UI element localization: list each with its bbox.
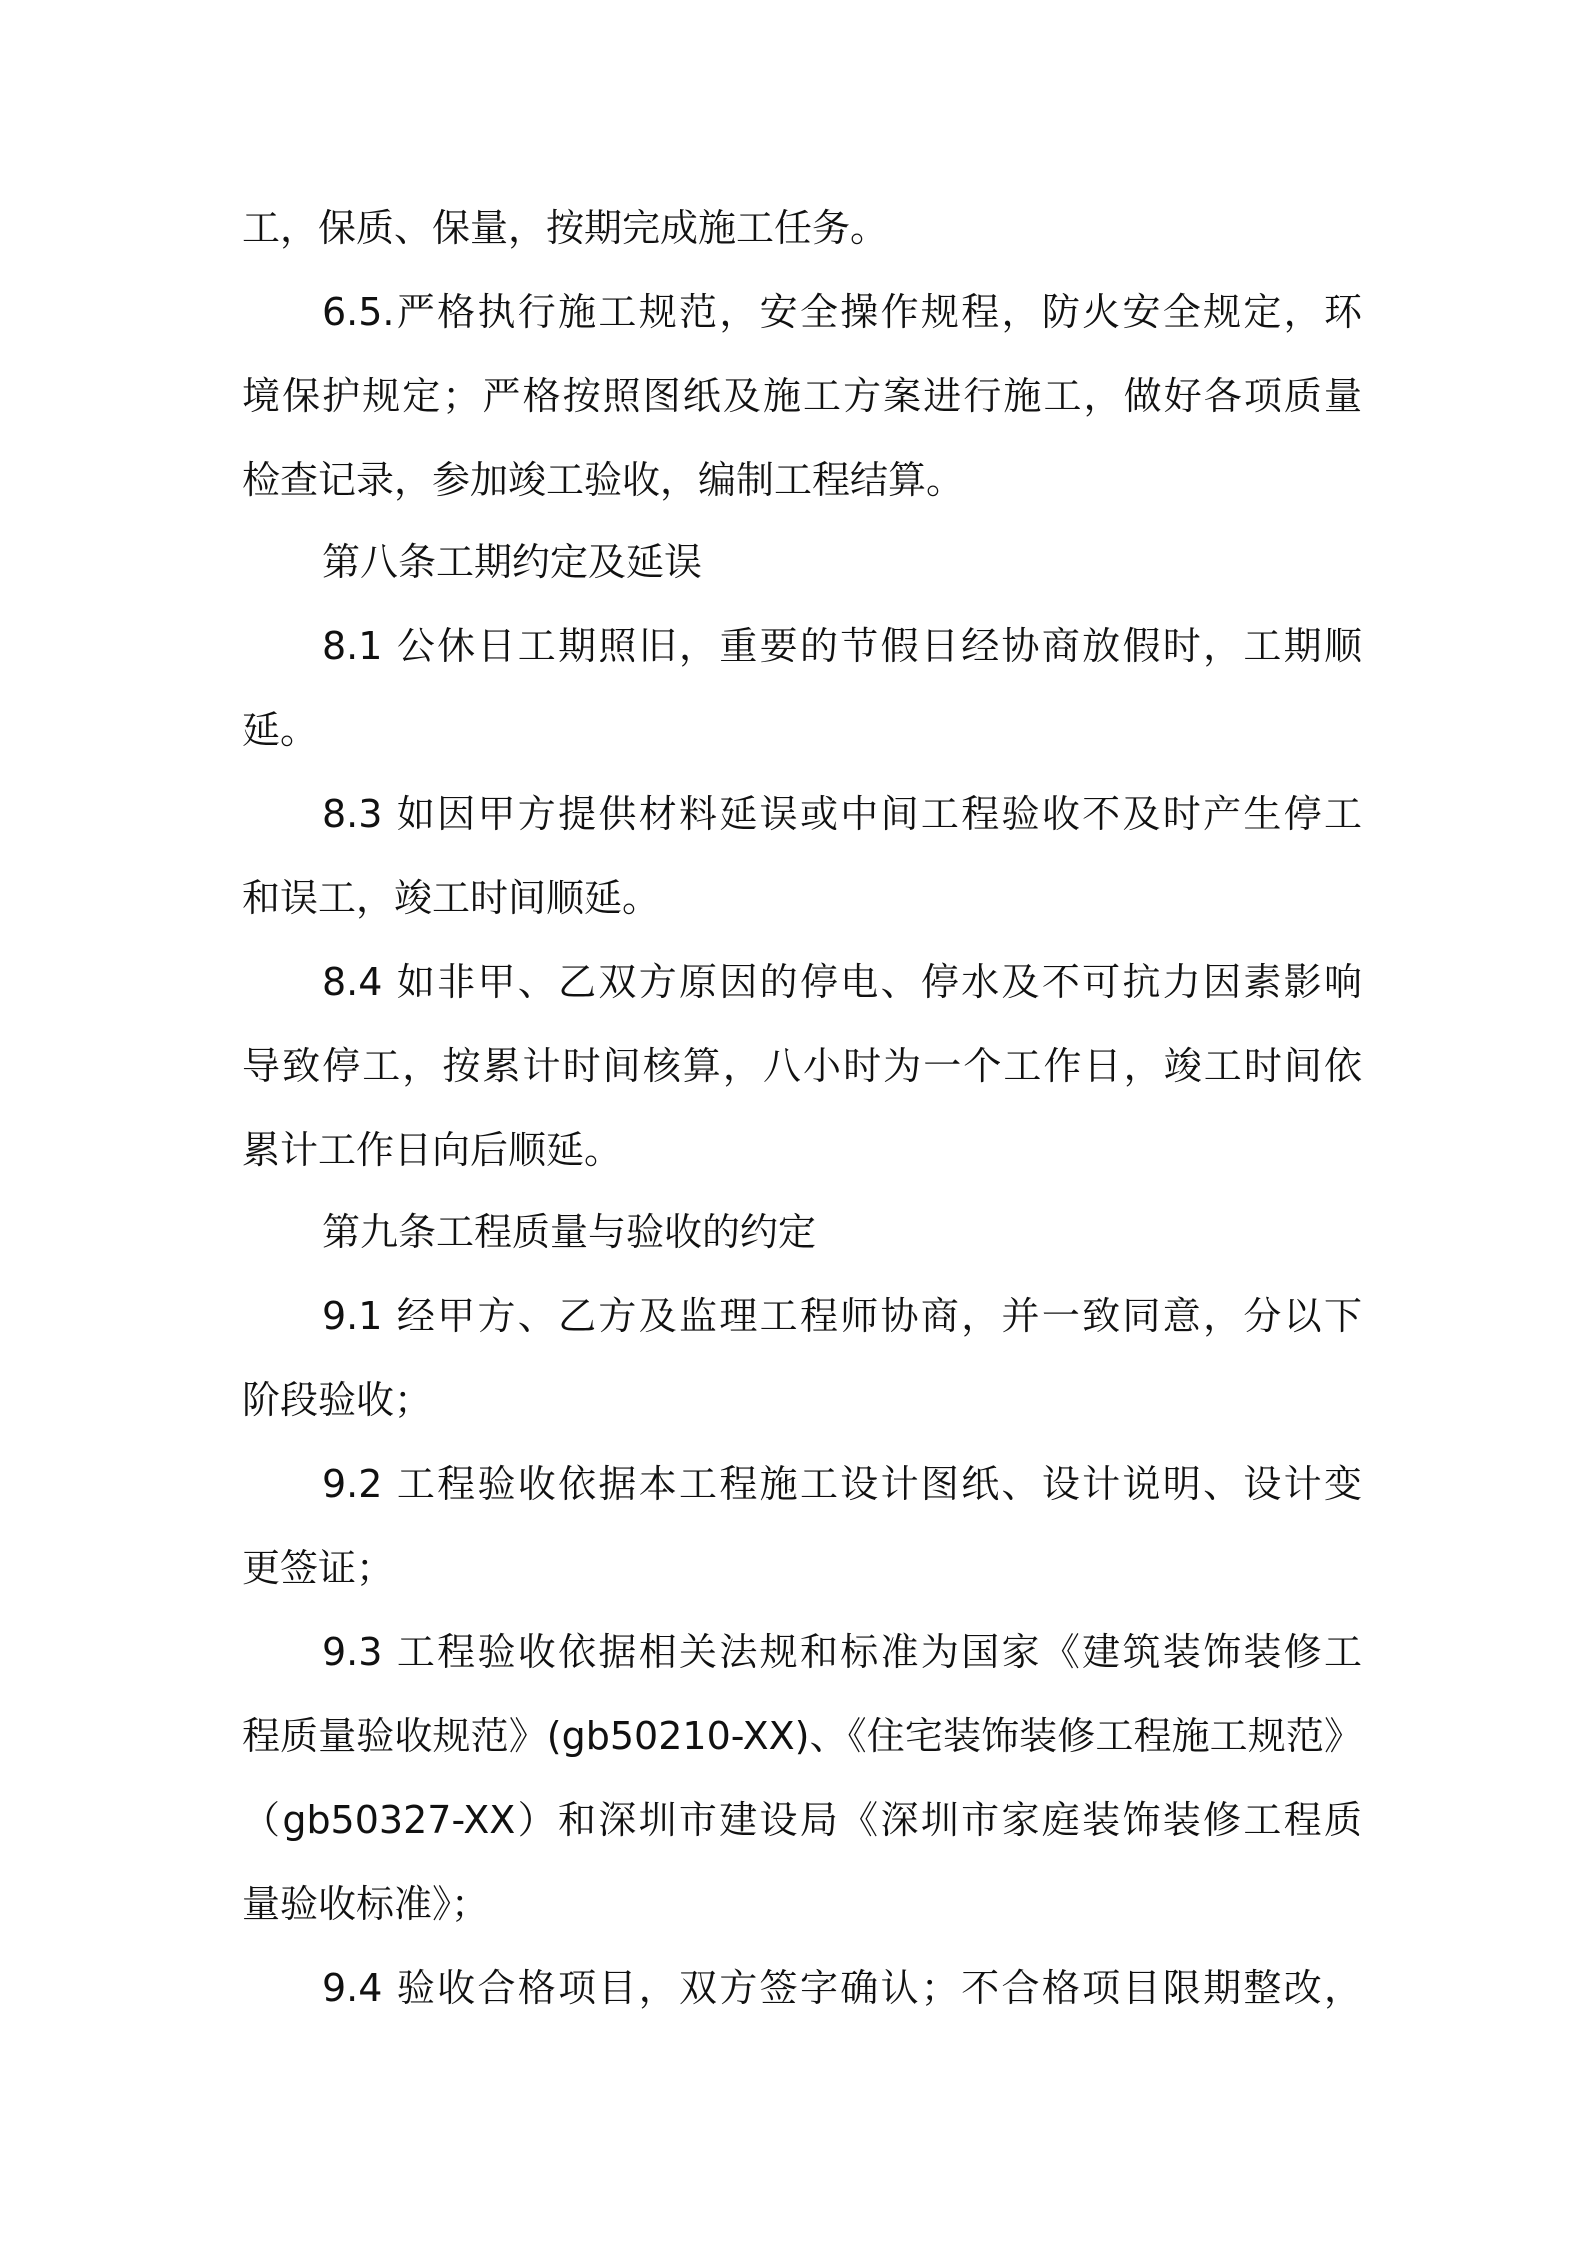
section-heading: 第九条工程质量与验收的约定 <box>322 1210 817 1254</box>
section-heading: 第八条工期约定及延误 <box>322 540 703 584</box>
text-line: 检查记录，参加竣工验收，编制工程结算。 <box>242 458 965 502</box>
text-line: 8.3 如因甲方提供材料延误或中间工程验收不及时产生停工 <box>322 792 1362 836</box>
text-line: 阶段验收； <box>242 1378 433 1422</box>
text-line: 延。 <box>242 708 319 752</box>
text-line: 工，保质、保量，按期完成施工任务。 <box>242 206 889 250</box>
text-line: 和误工，竣工时间顺延。 <box>242 876 661 920</box>
text-line: 导致停工，按累计时间核算，八小时为一个工作日，竣工时间依 <box>242 1044 1362 1088</box>
text-line: 量验收标准》； <box>242 1882 490 1926</box>
text-line: 9.1 经甲方、乙方及监理工程师协商，并一致同意，分以下 <box>322 1294 1362 1338</box>
text-line: 境保护规定；严格按照图纸及施工方案进行施工，做好各项质量 <box>242 374 1362 418</box>
text-line: 9.3 工程验收依据相关法规和标准为国家《建筑装饰装修工 <box>322 1630 1362 1674</box>
text-line: 9.4 验收合格项目，双方签字确认；不合格项目限期整改， <box>322 1966 1362 2010</box>
text-line: 更签证； <box>242 1546 395 1590</box>
text-line: 6.5.严格执行施工规范，安全操作规程，防火安全规定，环 <box>322 290 1362 334</box>
text-line: 9.2 工程验收依据本工程施工设计图纸、设计说明、设计变 <box>322 1462 1362 1506</box>
text-line: 8.4 如非甲、乙双方原因的停电、停水及不可抗力因素影响 <box>322 960 1362 1004</box>
text-line: 程质量验收规范》(gb50210-XX)、《住宅装饰装修工程施工规范》 <box>242 1714 1362 1758</box>
text-line: 8.1 公休日工期照旧，重要的节假日经协商放假时，工期顺 <box>322 624 1362 668</box>
text-line: 累计工作日向后顺延。 <box>242 1128 623 1172</box>
text-line: （gb50327-XX）和深圳市建设局《深圳市家庭装饰装修工程质 <box>242 1798 1362 1842</box>
